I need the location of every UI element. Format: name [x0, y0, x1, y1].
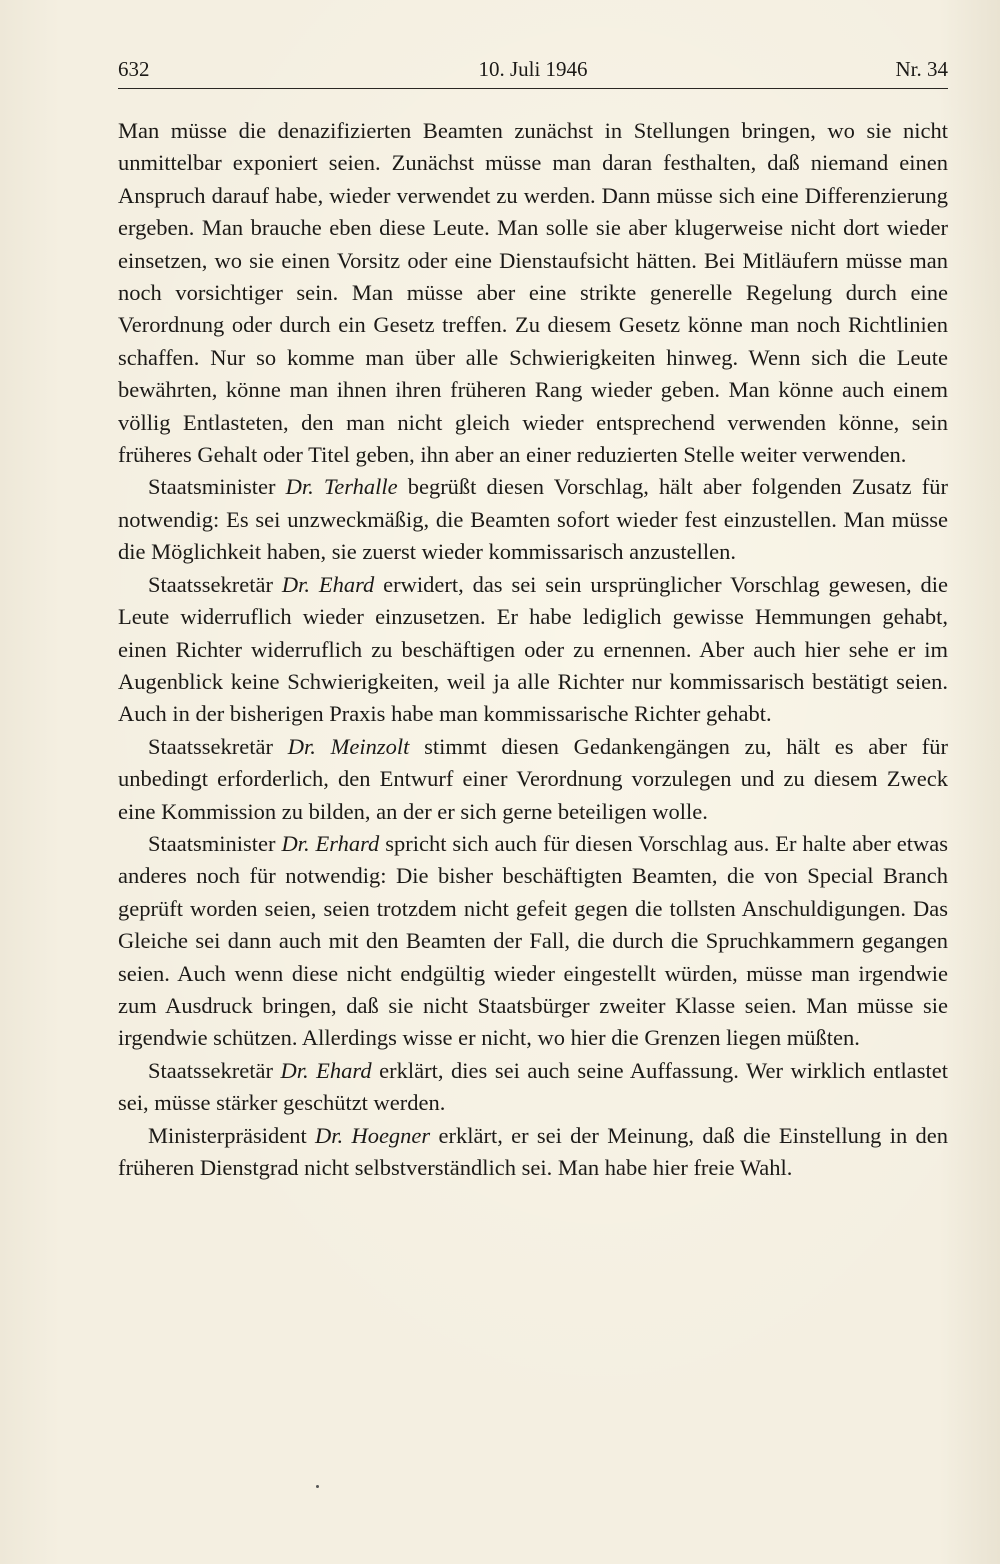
paragraph — [118, 731, 948, 828]
body-text — [118, 115, 948, 1184]
speaker-name: Dr. Ehard — [280, 1057, 372, 1083]
paragraph-text: Staatsminister — [148, 474, 286, 500]
speaker-name: Dr. Terhalle — [285, 474, 398, 500]
print-speck — [316, 1485, 319, 1488]
header-date: 10. Juli 1946 — [478, 57, 588, 81]
paragraph — [118, 1055, 948, 1120]
paragraph — [118, 828, 948, 1055]
paragraph — [118, 1120, 948, 1185]
paragraph — [118, 569, 948, 731]
paragraph-text: begrüßt diesen Vorschlag, hält aber folgenden Zusatz für notwendig: Es sei unzweckmäßig, die Beamten sofort wieder fest einzustellen. Man müsse die Möglichkeit haben, sie zuerst wieder kommissarisch anzustellen. — [118, 474, 948, 565]
speaker-name: Dr. Meinzolt — [287, 733, 410, 759]
paragraph-text: Ministerpräsident — [148, 1122, 316, 1148]
speaker-name: Dr. Erhard — [281, 830, 380, 856]
paragraph-text: Man müsse die denazifizierten Beamten zunächst in Stellungen bringen, wo sie nicht unmittelbar exponiert seien. Zunächst müsse man daran festhalten, daß niemand einen Anspruch darauf habe, wieder verwendet zu werden. Dann müsse sich eine Differenzierung ergeben. Man brauche eben diese Leute. Man solle sie aber klugerweise nicht dort wieder einsetzen, wo sie einen Vorsitz oder eine Dienstaufsicht hätten. Bei Mitläufern müsse man noch vorsichtiger sein. Man müsse aber eine strikte generelle Regelung durch eine Verordnung oder durch ein Gesetz treffen. Zu diesem Gesetz könne man noch Richtlinien schaffen. Nur so komme man über alle Schwierigkeiten hinweg. Wenn sich die Leute bewährten, könne man ihnen ihren früheren Rang wieder geben. Man könne auch einem völlig Entlasteten, den man nicht gleich wieder entsprechend verwenden könne, sein früheres Gehalt oder Titel geben, ihn aber an einer reduzierten Stelle weiter verwenden. — [118, 118, 948, 468]
paragraph-text: erklärt, dies sei auch seine Auffassung. Wer wirklich entlastet sei, müsse stärker geschützt werden. — [118, 1057, 948, 1116]
paragraph-text: Staatssekretär — [148, 1057, 281, 1083]
paragraph-text: Staatssekretär — [148, 571, 282, 597]
paragraph-text: stimmt diesen Gedankengängen zu, hält es aber für unbedingt erforderlich, den Entwurf einer Verordnung vorzulegen und zu diesem Zweck eine Kommission zu bilden, an der er sich gerne beteiligen wolle. — [118, 733, 949, 824]
paragraph-text: erwidert, das sei sein ursprünglicher Vorschlag gewesen, die Leute widerruflich wieder einzusetzen. Er habe lediglich gewisse Hemmungen gehabt, einen Richter widerruflich zu beschäftigen oder zu ernennen. Aber auch hier sehe er im Augenblick keine Schwierigkeiten, weil ja alle Richter nur kommissarisch bestätigt seien. Auch in der bisherigen Praxis habe man kommissarische Richter gehabt. — [118, 571, 948, 727]
paragraph-text: Staatsminister — [148, 830, 282, 856]
paragraph — [118, 471, 948, 568]
speaker-name: Dr. Hoegner — [315, 1122, 431, 1148]
running-header — [118, 50, 948, 89]
paragraph-text: erklärt, er sei der Meinung, daß die Einstellung in den früheren Dienstgrad nicht selbstverständlich sei. Man habe hier freie Wahl. — [118, 1122, 948, 1180]
document-number: Nr. 34 — [895, 57, 948, 81]
paragraph-text: spricht sich auch für diesen Vorschlag aus. Er halte aber etwas anderes noch für notwendig: Die bisher beschäftigten Beamten, die von Special Branch geprüft worden seien, seien trotzdem nicht gefeit gegen die tollsten Anschuldigungen. Das Gleiche sei dann auch mit den Beamten der Fall, die durch die Spruchkammern gegangen seien. Auch wenn diese nicht endgültig wieder eingestellt würden, müsse man irgendwie zum Ausdruck bringen, daß sie nicht Staatsbürger zweiter Klasse seien. Man müsse sie irgendwie schützen. Allerdings wisse er nicht, wo hier die Grenzen liegen müßten. — [118, 830, 948, 1051]
paragraph — [118, 115, 948, 471]
paragraph-text: Staatssekretär — [148, 733, 288, 759]
page-number: 632 — [118, 57, 150, 81]
speaker-name: Dr. Ehard — [281, 571, 375, 597]
